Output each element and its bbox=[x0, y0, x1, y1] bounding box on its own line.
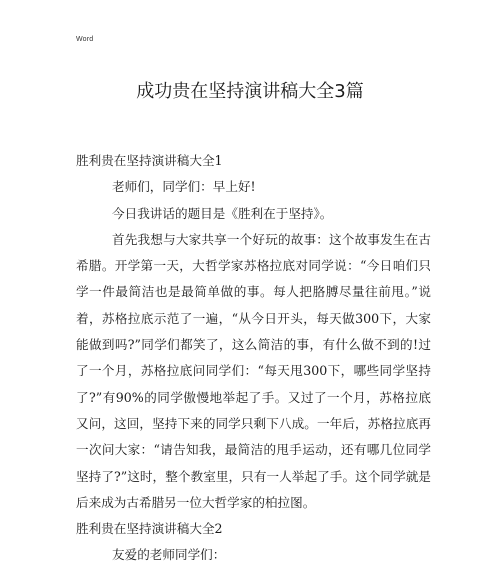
topic-paragraph: 今日我讲话的题目是《胜利在于坚持》。 bbox=[112, 205, 333, 221]
section-heading-1: 胜利贵在坚持演讲稿大全1 bbox=[76, 153, 223, 168]
app-label: Word bbox=[76, 36, 94, 43]
document-body bbox=[76, 148, 431, 565]
salutation-paragraph: 友爱的老师同学们： bbox=[112, 547, 226, 563]
story-paragraph: 首先我想与大家共享一个好玩的故事：这个故事发生在古希腊。开学第一天，大哲学家苏格拉底对同学说：“今日咱们只学一件最简洁也是最简单做的事。每人把胳膊尽量往前甩。”说着，苏格拉底示范了一遍，“从今日开头，每天做300下，大家能做到吗?”同学们都笑了，这么简洁的事，有什么做不到的!过了一个月，苏格拉底问同学们：“每天甩300下，哪些同学坚持了?”有90%的同学傲慢地举起了手。又过了一个月，苏格拉底又问，这回，坚持下来的同学只剩下八成。一年后，苏格拉底再一次问大家：“请告知我，最简洁的甩手运动，还有哪几位同学坚持了?”这时，整个教室里，只有一人举起了手。这个同学就是后来成为古希腊另一位大哲学家的柏拉图。 bbox=[76, 231, 431, 510]
section-heading-2: 胜利贵在坚持演讲稿大全2 bbox=[76, 521, 223, 537]
greeting-paragraph: 老师们，同学们：早上好! bbox=[112, 179, 256, 195]
document-title: 成功贵在坚持演讲稿大全3篇 bbox=[136, 81, 364, 102]
